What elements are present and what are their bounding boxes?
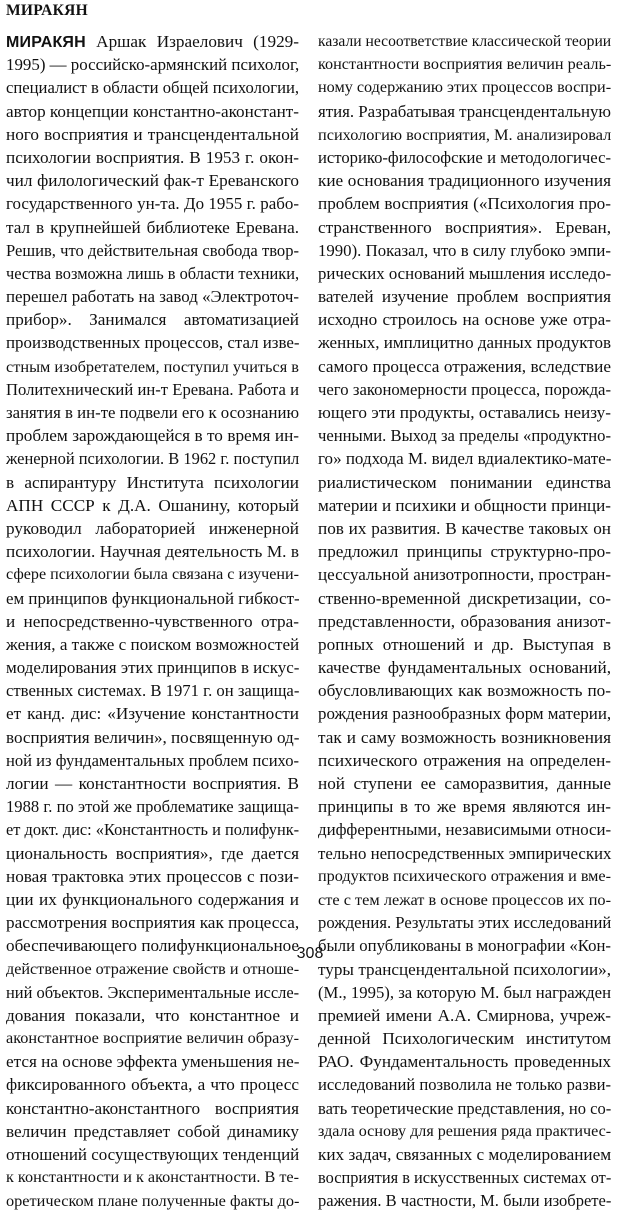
text-line-content: ражения. В частности, М. были изобрете- <box>318 1191 612 1211</box>
text-line <box>318 216 611 239</box>
text-line-content: Политехнический ин-т Еревана. Работа и <box>6 379 299 399</box>
text-line-content: новая трактовка этих процессов с пози- <box>6 866 299 886</box>
text-line <box>318 1097 611 1120</box>
text-line <box>6 1166 299 1189</box>
text-line <box>6 192 299 215</box>
text-line-content: ропных отношений и др. Выступая в <box>318 634 611 654</box>
text-line <box>318 100 611 123</box>
text-line <box>6 262 299 285</box>
text-line-content: в аспирантуру Института психологии <box>6 472 299 492</box>
text-line <box>318 818 611 841</box>
text-line-content: специалист в области общей психологии, <box>6 78 300 98</box>
text-line <box>6 981 299 1004</box>
text-line-content: сте с тем лежат в основе процессов их по- <box>318 889 611 909</box>
text-line-content: ченными. Выход за пределы «продуктно- <box>318 426 611 446</box>
text-line-content: качестве фундаментальных оснований, <box>318 658 611 678</box>
text-line <box>6 285 299 308</box>
text-line <box>6 865 299 888</box>
text-line-content: представленности, образования анизот- <box>318 611 611 631</box>
text-line <box>6 76 299 99</box>
text-line-content: перешел работать на завод «Электроточ- <box>6 287 300 307</box>
text-line-content: странственного восприятия». Ереван, <box>318 217 611 237</box>
text-line-content: рождения. Результаты этих исследований <box>318 913 612 933</box>
text-line <box>6 1027 299 1050</box>
text-line-content: 1988 г. по этой же проблематике защища- <box>6 797 299 817</box>
text-line <box>318 888 611 911</box>
text-line-content: фиксированного объекта, а что процесс <box>6 1075 299 1095</box>
text-line-content: психологию восприятия, М. анализировал <box>318 124 612 144</box>
text-line-content: материи и психики и общности принци- <box>318 495 611 515</box>
text-line-content: ной ступени ее саморазвития, данные <box>318 774 611 793</box>
text-line <box>6 818 299 841</box>
text-line <box>318 424 611 447</box>
text-line-content: обусловливающих как возможность по- <box>318 681 611 701</box>
text-line <box>6 888 299 911</box>
text-line-content: отношений сосуществующих тенденций <box>6 1145 300 1164</box>
text-line <box>318 308 611 331</box>
text-line-content: чества возможна лишь в области техники, <box>6 263 300 283</box>
text-line <box>6 1120 299 1143</box>
text-line <box>318 842 611 865</box>
text-line-content: тельно непосредственных эмпирических <box>318 843 612 863</box>
text-line <box>6 749 299 772</box>
text-line <box>6 633 299 656</box>
text-line-content: ем принципов функциональной гибкост- <box>6 588 300 608</box>
text-line-content: ющего эти продукты, оставались неизу- <box>318 403 611 422</box>
text-line-content: сфере психологии была связана с изучени- <box>6 566 299 584</box>
text-line-content: константно-аконстантного восприятия <box>6 1098 299 1118</box>
text-line-content: кие основания традиционного изучения <box>318 171 611 191</box>
text-line-content: жения, а также с поиском возможностей <box>6 634 300 654</box>
text-line-content: исследований позволила не только разви- <box>318 1075 611 1095</box>
text-line-content: чил филологический фак-т Ереванского <box>6 171 299 191</box>
text-line <box>6 146 299 169</box>
text-line <box>6 424 299 447</box>
text-line-content: рождения разнообразных форм материи, <box>318 704 612 724</box>
text-line <box>318 795 611 818</box>
text-line-content: к константности и к аконстантности. В те- <box>6 1168 299 1187</box>
text-line-content: дифферентными, независимыми относи- <box>318 820 612 840</box>
text-line-content: РАО. Фундаментальность проведенных <box>318 1052 611 1072</box>
text-line-content: оретическом плане полученные факты до- <box>6 1191 300 1211</box>
text-line <box>6 587 299 610</box>
text-line <box>318 355 611 378</box>
text-line <box>6 169 299 192</box>
text-line-content: занятия в ин-те подвели его к осознанию <box>6 403 299 422</box>
text-line-content: циональность восприятия», где дается <box>6 843 299 863</box>
text-line-content: проблем восприятия («Психология про- <box>318 194 611 214</box>
text-line-content: туры трансцендентальной психологии», <box>318 959 611 979</box>
text-line-content: ственно-временной дискретизации, со- <box>318 588 611 608</box>
text-line <box>6 610 299 633</box>
text-line <box>318 76 611 99</box>
text-line <box>318 633 611 656</box>
text-line <box>318 563 611 586</box>
text-line <box>6 1189 299 1212</box>
text-line-content: рассмотрения восприятия как процесса, <box>6 913 300 933</box>
text-line-content: аконстантное восприятие величин образу- <box>6 1029 299 1048</box>
text-line-content: были опубликованы в монографии «Кон- <box>318 936 611 956</box>
text-line-content: психологии. Научная деятельность М. в <box>6 542 299 562</box>
text-line <box>318 981 611 1004</box>
text-line-content: вателей изучение проблем восприятия <box>318 287 611 307</box>
text-line-content: восприятия в искусственных системах от- <box>318 1168 612 1188</box>
text-line-content: (М., 1995), за которую М. был награжден <box>318 982 611 1002</box>
text-line <box>318 1004 611 1027</box>
text-line <box>318 610 611 633</box>
text-line <box>6 540 299 563</box>
text-line-content: цессуальной анизотропности, простран- <box>318 565 611 585</box>
text-line-content: премией имени А.А. Смирнова, учреж- <box>318 1005 611 1025</box>
text-line <box>6 1073 299 1096</box>
text-line <box>6 378 299 401</box>
text-line-content: 1995) — российско-армянский психолог, <box>6 55 300 75</box>
text-line <box>318 772 611 795</box>
text-line <box>318 378 611 401</box>
text-line <box>6 702 299 725</box>
text-line <box>6 772 299 795</box>
text-line-content: и непосредственно-чувственного отра- <box>6 611 299 631</box>
text-line-content: чего закономерности процесса, порожда- <box>318 379 611 399</box>
text-line-content: АПН СССР к Д.А. Ошанину, который <box>6 495 299 515</box>
text-line-content: денной Психологическим институтом <box>318 1029 611 1049</box>
text-line <box>6 679 299 702</box>
text-line-content: ний объектов. Экспериментальные иссле- <box>6 982 300 1002</box>
text-line <box>318 1143 611 1166</box>
text-line-content: риалистическом понимании единства <box>318 472 611 492</box>
text-line <box>318 239 611 262</box>
text-line-content: стным изобретателем, поступил учиться в <box>6 356 299 376</box>
text-line <box>6 1097 299 1120</box>
text-line <box>6 53 299 76</box>
text-line <box>6 842 299 865</box>
text-line-content: продуктов психического отражения и вме- <box>318 866 612 885</box>
text-line-content: Решив, что действительная свобода твор- <box>6 240 299 260</box>
text-line <box>318 262 611 285</box>
text-line-content: государственного ун-та. До 1955 г. рабо- <box>6 194 299 214</box>
text-line-content: рических оснований мышления исследо- <box>318 263 612 283</box>
text-line <box>318 517 611 540</box>
text-line <box>6 308 299 331</box>
text-line <box>318 865 611 888</box>
text-column-right <box>318 30 611 1213</box>
text-line <box>6 656 299 679</box>
text-line <box>6 1050 299 1073</box>
text-line-content: ной из фундаментальных проблем психо- <box>6 750 300 770</box>
text-line-content: так и саму возможность возникновения <box>318 727 611 747</box>
text-line-content: казали несоответствие классической теории <box>318 33 612 50</box>
text-line-content: ятия. Разрабатывая трансцендентальную <box>318 101 611 121</box>
text-line <box>6 331 299 354</box>
text-line-content: предложил принципы структурно-про- <box>318 542 611 562</box>
text-line <box>6 1143 299 1166</box>
text-line <box>6 726 299 749</box>
text-line <box>318 1050 611 1073</box>
text-line <box>318 726 611 749</box>
text-line-content: вать теоретические представления, но со- <box>318 1098 612 1118</box>
text-line <box>6 401 299 424</box>
text-line-content: психического отражения на определен- <box>318 750 611 770</box>
text-line <box>318 471 611 494</box>
text-line <box>318 1120 611 1143</box>
text-line <box>318 749 611 772</box>
text-line <box>318 146 611 169</box>
text-line <box>6 100 299 123</box>
text-line-content: тал в крупнейшей библиотеке Еревана. <box>6 217 299 237</box>
text-line-content: логии — константности восприятия. В <box>6 774 299 793</box>
text-line <box>318 123 611 146</box>
text-line <box>6 30 299 53</box>
text-line-content: ции их функционального содержания и <box>6 889 299 909</box>
text-line <box>318 702 611 725</box>
text-line-content: Аршак Израелович (1929- <box>85 32 299 51</box>
text-line <box>318 1189 611 1212</box>
text-line <box>6 911 299 934</box>
text-line <box>318 540 611 563</box>
text-line-content: психологии восприятия. В 1953 г. окон- <box>6 147 299 167</box>
text-line-content: проблем зарождающейся в то время ин- <box>6 426 299 446</box>
text-line-content: производственных процессов, стал изве- <box>6 333 300 353</box>
text-line-content: константности восприятия величин реаль- <box>318 55 612 74</box>
text-line-content: принципы в то же время являются ин- <box>318 797 611 817</box>
text-line <box>6 447 299 470</box>
page-number: 308 <box>296 945 324 962</box>
text-line-content: ственных системах. В 1971 г. он защища- <box>6 681 300 701</box>
text-line-content: обеспечивающего полифункциональное <box>6 936 299 956</box>
text-line-content: величин представляет собой динамику <box>6 1121 299 1141</box>
text-line-content: исходно строилось на основе уже отра- <box>318 310 611 330</box>
running-header: МИРАКЯН <box>6 2 88 19</box>
text-line <box>318 53 611 76</box>
text-line <box>6 517 299 540</box>
text-line <box>318 679 611 702</box>
text-line <box>318 911 611 934</box>
text-line <box>318 30 611 53</box>
text-line-content: историко-философские и методологичес- <box>318 147 611 167</box>
text-line-content: пов их развития. В качестве таковых он <box>318 518 611 538</box>
text-line-content: женерной психологии. В 1962 г. поступил <box>6 449 300 469</box>
text-column-left <box>6 30 299 1213</box>
text-line-content: ких задач, связанных с моделированием <box>318 1145 612 1164</box>
text-line <box>6 216 299 239</box>
text-line <box>6 123 299 146</box>
text-line <box>318 169 611 192</box>
text-line-content: женных, имплицитно данных продуктов <box>318 333 612 353</box>
text-line-content: восприятия величин», посвященную од- <box>6 727 300 747</box>
text-line <box>318 331 611 354</box>
text-line <box>318 1166 611 1189</box>
text-line <box>318 494 611 517</box>
entry-name: МИРАКЯН <box>6 34 86 51</box>
text-line <box>318 285 611 308</box>
text-line-content: ному содержанию этих процессов воспри- <box>318 78 612 97</box>
text-line <box>6 795 299 818</box>
text-line <box>318 656 611 679</box>
text-line-content: ет докт. дис: «Константность и полифунк- <box>6 820 300 840</box>
text-line <box>6 239 299 262</box>
text-line <box>318 192 611 215</box>
text-line <box>318 401 611 424</box>
text-line-content: дования показали, что константное и <box>6 1005 299 1025</box>
text-line-content: действенное отражение свойств и отноше- <box>6 960 300 978</box>
text-line <box>6 471 299 494</box>
text-line <box>318 587 611 610</box>
text-line-content: здала основу для решения ряда практичес- <box>318 1122 612 1140</box>
text-line-content: ного восприятия и трансцендентальной <box>6 124 299 144</box>
text-line <box>318 1073 611 1096</box>
text-line <box>6 355 299 378</box>
text-line-content: ет канд. дис: «Изучение константности <box>6 704 299 724</box>
text-line <box>6 563 299 586</box>
text-line-content: самого процесса отражения, вследствие <box>318 356 611 376</box>
text-line-content: 1990). Показал, что в силу глубоко эмпи- <box>318 240 611 260</box>
text-line <box>6 494 299 517</box>
text-line-content: ется на основе эффекта уменьшения не- <box>6 1052 300 1072</box>
text-line <box>6 1004 299 1027</box>
text-line-content: прибор». Занимался автоматизацией <box>6 310 299 330</box>
text-line-content: моделирования этих принципов в искус- <box>6 658 300 678</box>
text-line-content: руководил лабораторией инженерной <box>6 518 299 538</box>
text-line-content: го» подхода М. видел вдиалектико-мате- <box>318 449 612 469</box>
text-line <box>318 447 611 470</box>
text-line <box>318 1027 611 1050</box>
text-line-content: автор концепции константно-аконстант- <box>6 101 299 121</box>
